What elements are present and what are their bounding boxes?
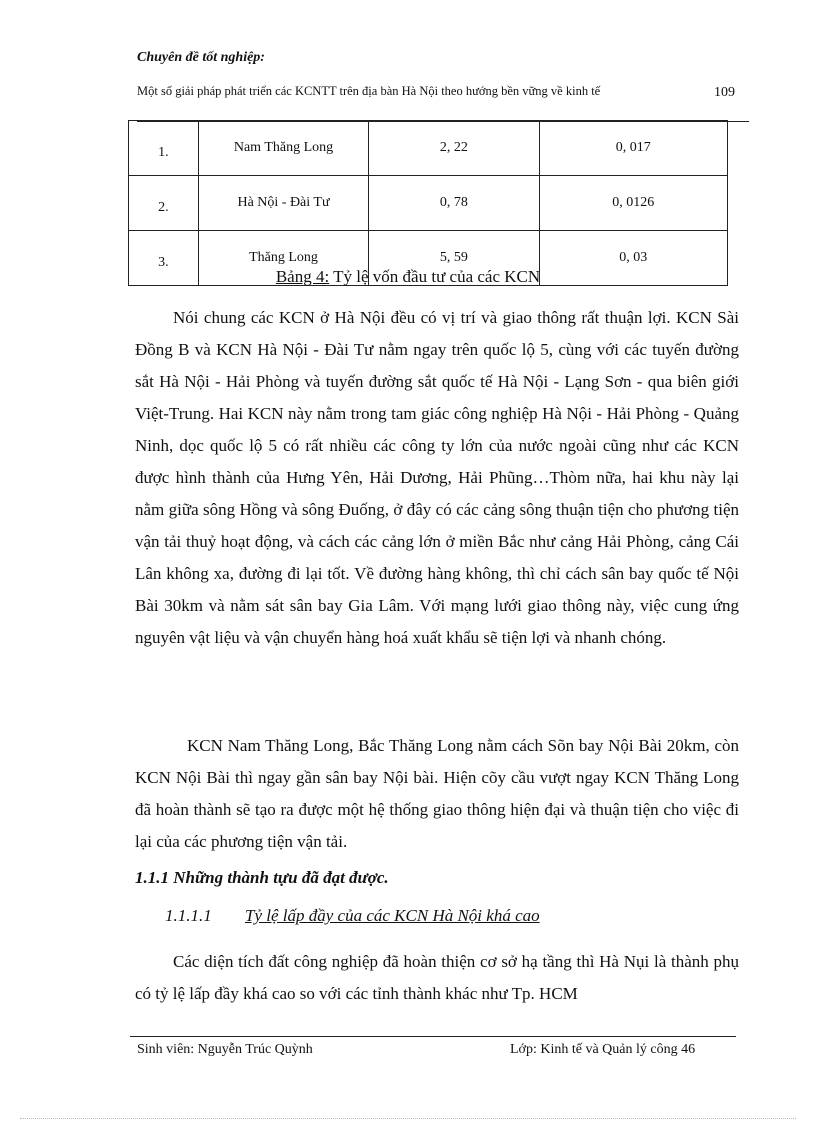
subsection-heading: [165, 906, 540, 926]
table-caption: [0, 267, 816, 287]
footer-class: Lớp: Kinh tế và Quản lý công 46: [510, 1042, 696, 1057]
table-cell-ratio: 0, 017: [539, 121, 727, 176]
subsection-title: Tỷ lệ lấp đầy của các KCN Hà Nội khá cao: [245, 906, 540, 925]
table-row: [129, 176, 728, 231]
section-heading: 1.1.1 Những thành tựu đã đạt được.: [135, 868, 389, 887]
table-caption-label: Bảng 4:: [275, 267, 330, 286]
table-cell-index: 1.: [129, 121, 199, 176]
document-header-subtitle: Một số giải pháp phát triển các KCNTT trên địa bàn Hà Nội theo hướng bền vững về kinh tế: [137, 84, 601, 98]
table-cell-index: 3.: [129, 231, 199, 286]
table-cell-name: Thăng Long: [198, 231, 368, 286]
table-cell-value: 0, 78: [369, 176, 539, 231]
body-paragraph-1: Nói chung các KCN ở Hà Nội đều có vị trí và giao thông rất thuận lợi. KCN Sài Đồng B và KCN Hà Nội - Đài Tư nằm ngay trên quốc lộ 5, cùng với các tuyến đường sắt Hà Nội - Hải Phòng và tuyến đường sắt quốc tế Hà Nội - Lạng Sơn - qua biên giới Việt-Trung. Hai KCN này nằm trong tam giác công nghiệp Hà Nội - Hải Phòng - Quảng Ninh, dọc quốc lộ 5 có rất nhiều các công ty lớn của nước ngoài cũng như các KCN được hình thành của Hưng Yên, Hải Dương, Hải Phũng…Thòm nữa, hai khu này lại nằm giữa sông Hồng và sông Đuống, ở đây có các cảng sông thuận tiện cho phương tiện vận tải thuỷ hoạt động, và cách các cảng lớn ở miền Bắc như cảng Hải Phòng, cảng Cái Lân không xa, đường đi lại tốt. Về đường hàng không, thì chỉ cách sân bay quốc tế Nội Bài 30km và nằm sát sân bay Gia Lâm. Với mạng lưới giao thông này, việc cung ứng nguyên vật liệu và vận chuyển hàng hoá xuất khẩu sẽ tiện lợi và nhanh chóng.: [135, 308, 739, 647]
body-paragraph-3: Các diện tích đất công nghiệp đã hoàn thiện cơ sở hạ tầng thì Hà Nụi là thành phụ có tỷ lệ lấp đầy khá cao so với các tỉnh thành khác như Tp. HCM: [135, 952, 739, 1003]
table-cell-name: Hà Nội - Đài Tư: [198, 176, 368, 231]
table-row: [129, 121, 728, 176]
table-caption-text: Tỷ lệ vốn đầu tư của các KCN: [329, 267, 541, 286]
table-cell-ratio: 0, 0126: [539, 176, 727, 231]
table-cell-value: 5, 59: [369, 231, 539, 286]
footer-student: Sinh viên: Nguyễn Trúc Quỳnh: [137, 1042, 313, 1057]
table-cell-index: 2.: [129, 176, 199, 231]
table-cell-name: Nam Thăng Long: [198, 121, 368, 176]
footer-divider: [130, 1036, 736, 1037]
subsection-number: 1.1.1.1: [165, 906, 212, 925]
page-edge-divider: [20, 1118, 796, 1119]
table-cell-value: 2, 22: [369, 121, 539, 176]
document-header-title: Chuyên đề tốt nghiệp:: [137, 50, 265, 65]
table-cell-ratio: 0, 03: [539, 231, 727, 286]
page-number: 109: [714, 85, 735, 100]
investment-ratio-table: [128, 120, 728, 286]
body-paragraph-2: KCN Nam Thăng Long, Bắc Thăng Long nằm cách Sõn bay Nội Bài 20km, còn KCN Nội Bài thì ngay gần sân bay Nội bài. Hiện cõy cầu vượt ngay KCN Thăng Long đã hoàn thành sẽ tạo ra được một hệ thống giao thông hiện đại và thuận tiện cho việc đi lại của các phương tiện vận tải.: [135, 736, 739, 851]
